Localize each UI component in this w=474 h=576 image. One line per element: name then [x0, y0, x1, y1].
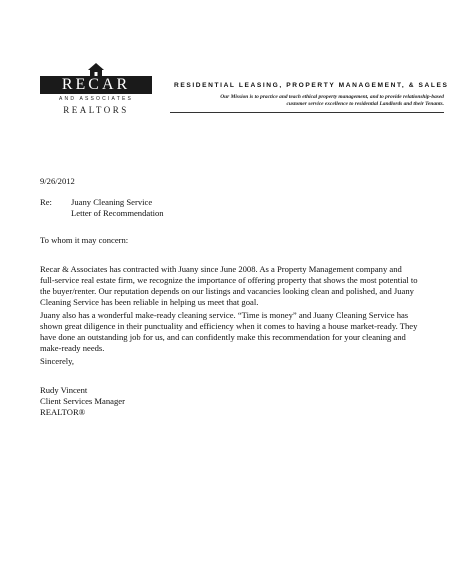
salutation: To whom it may concern: [40, 235, 129, 245]
paragraph-line: Juany also has a wonderful make-ready cleaning service. “Time is money” and Juany Cleaning Service has [40, 310, 409, 320]
paragraph-2 [40, 310, 440, 354]
paragraph-line: shown great diligence in their punctuality and efficiency when it comes to having a house market-ready. They [40, 321, 418, 331]
paragraph-line: the buyer/renter. Our reputation depends on our listings and vacancies looking clean and polished, and Juany [40, 286, 414, 296]
paragraph-line: make-ready needs. [40, 343, 105, 353]
mission-line: Our Mission is to practice and teach ethical property management, and to provide relationship-based [220, 94, 444, 100]
signer-name: Rudy Vincent [40, 385, 88, 395]
logo-subtitle: AND ASSOCIATES [58, 96, 134, 102]
logo-name: RECAR [40, 76, 152, 94]
header-tagline: RESIDENTIAL LEASING, PROPERTY MANAGEMENT, & SALES [174, 82, 449, 89]
paragraph-line: Recar & Associates has contracted with Juany since June 2008. As a Property Management company and [40, 264, 402, 274]
paragraph-1 [40, 264, 440, 308]
mission-statement [174, 94, 444, 108]
paragraph-line: full-service real estate firm, we recognize the importance of offering property that shows the most potential to [40, 275, 418, 285]
re-subject: Juany Cleaning Service [71, 197, 153, 207]
company-logo [40, 62, 152, 122]
re-label: Re: [40, 197, 52, 207]
signer-title: Client Services Manager [40, 396, 125, 406]
letter-date: 9/26/2012 [40, 176, 75, 186]
signer-role: REALTOR® [40, 407, 86, 417]
paragraph-line: Cleaning Service has been reliable in helping us meet that goal. [40, 297, 259, 307]
paragraph-line: have done an outstanding job for us, and can confidently make this recommendation for your cleaning and [40, 332, 406, 342]
header-divider [170, 112, 444, 113]
mission-line: customer service excellence to residential Landlords and their Tenants. [286, 101, 444, 107]
re-subject-detail: Letter of Recommendation [71, 208, 164, 218]
logo-realtors: REALTORS [63, 105, 129, 115]
closing: Sincerely, [40, 356, 75, 366]
